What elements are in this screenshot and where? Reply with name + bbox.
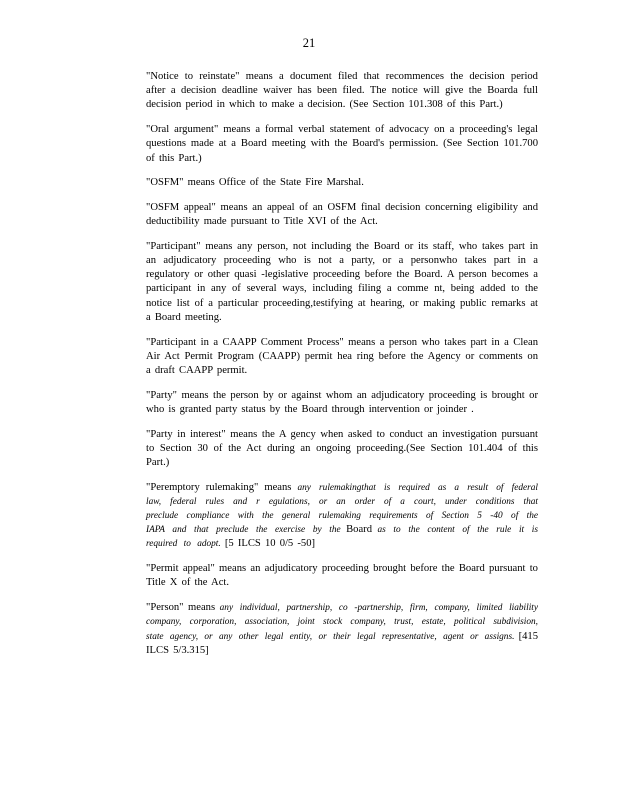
statute-citation: [5 ILCS 10 0/5 -50] <box>220 538 316 550</box>
definition-notice-to-reinstate <box>146 70 538 113</box>
definition-term: "Oral argument" <box>146 124 219 136</box>
definition-term: "Participant" <box>146 240 201 252</box>
definition-term: "OSFM appeal" <box>146 201 216 213</box>
definition-participant-caapp <box>146 336 538 379</box>
definition-term: "Person" <box>146 602 184 614</box>
definition-party <box>146 389 538 417</box>
definition-body: means an adjudicatory proceeding brought before the Board pursuant to Title X of the Act. <box>146 563 538 589</box>
definition-term: "Permit appeal" <box>146 563 215 575</box>
definition-lead: means <box>258 481 298 493</box>
definition-body: means a person who takes part in a Clean Air Act Permit Program (CAAPP) permit hea ring before the Agency or comments on a draft CAAPP permit. <box>146 336 538 376</box>
definition-body: means the person by or against whom an adjudicatory proceeding is brought or who is granted party status by the Board through intervention or joinder . <box>146 389 538 415</box>
definition-osfm <box>146 176 538 190</box>
page-number: 21 <box>302 36 316 50</box>
definition-term: "Party in interest" <box>146 428 226 440</box>
definitions-list <box>146 70 538 668</box>
definition-term: "Participant in a CAAPP Comment Process" <box>146 336 344 348</box>
definition-body: means the A gency when asked to conduct an investigation pursuant to Section 30 of the Act during an ongoing proceeding.(See Section 101.404 of this Part.) <box>146 428 538 468</box>
definition-participant <box>146 240 538 325</box>
statute-citation: [415 ILCS 5/3.315] <box>146 630 538 656</box>
statutory-quote-continued: as to the content of the rule it is required to adopt. <box>146 525 538 550</box>
definition-body: means a formal verbal statement of advocacy on a proceeding's legal questions made at a Board meeting with the Board's permission. (See Section 101.700 of this Part.) <box>146 124 539 164</box>
definition-body: means any person, not including the Board or its staff, who takes part in an adjudicatory proceeding who is not a party, or a personwho takes part in a regulatory or other quasi -legislative proceeding before the Board. A person becomes a participant in any of several ways, including filing a comme nt, being added to the notice list of a particular proceeding,testifying at hearing, or making public remarks at a Board meeting. <box>146 240 538 323</box>
definition-permit-appeal <box>146 562 538 590</box>
definition-term: "OSFM" <box>146 177 184 189</box>
definition-mid: Board <box>340 524 378 536</box>
definition-term: "Peremptory rulemaking" <box>146 481 259 493</box>
definition-body: means Office of the State Fire Marshal. <box>183 177 364 189</box>
definition-osfm-appeal <box>146 201 538 229</box>
definition-lead: means <box>183 602 220 614</box>
definition-person <box>146 601 538 658</box>
definition-body: means an appeal of an OSFM final decision concerning eligibility and deductibility made pursuant to Title XVI of the Act. <box>146 201 538 228</box>
definition-term: "Notice to reinstate" <box>146 71 240 82</box>
statutory-quote: any rulemakingthat is required as a result of federal law, federal rules and r egulations, or an order of a court, under conditions that preclude compliance with the general rulemaking requirements of Section 5 -40 of the IAPA and that preclude the exercise by the <box>146 482 538 536</box>
statutory-quote: any individual, partnership, co -partnership, firm, company, limited liability company, corporation, association, joint stock company, trust, estate, political subdivision, state agency, or any other legal entity, or their legal representative, agent or assigns. <box>146 603 538 642</box>
definition-party-in-interest <box>146 428 538 471</box>
definition-term: "Party" <box>146 389 178 401</box>
definition-body: means a document filed that recommences the decision period after a decision deadline waiver has been filed. The notice will give the Boarda full decision period in which to make a decision. (See Section 101.308 of this Part.) <box>146 71 538 111</box>
definition-peremptory-rulemaking <box>146 481 538 552</box>
definition-oral-argument <box>146 123 538 166</box>
